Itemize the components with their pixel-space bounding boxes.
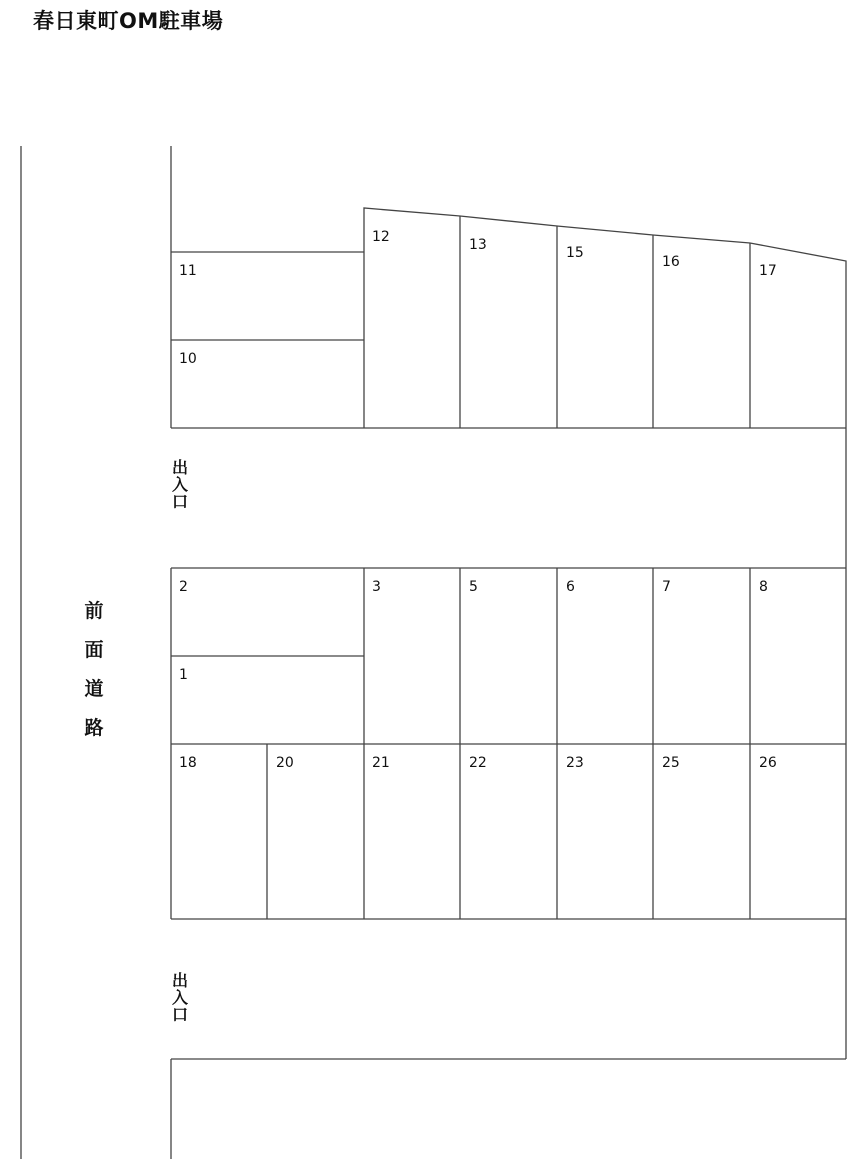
parking-space-18[interactable]: 18 xyxy=(179,755,197,771)
front-road-label: 前 面 道 路 xyxy=(84,600,104,739)
parking-space-21[interactable]: 21 xyxy=(372,755,390,771)
parking-space-11[interactable]: 11 xyxy=(179,263,197,279)
parking-space-6[interactable]: 6 xyxy=(566,579,575,595)
parking-space-25[interactable]: 25 xyxy=(662,755,680,771)
top-block xyxy=(171,208,846,428)
parking-space-20[interactable]: 20 xyxy=(276,755,294,771)
middle-block xyxy=(171,568,846,919)
entrance-label-lower: 出 入 口 xyxy=(171,971,188,1024)
parking-space-5[interactable]: 5 xyxy=(469,579,478,595)
parking-space-8[interactable]: 8 xyxy=(759,579,768,595)
parking-space-7[interactable]: 7 xyxy=(662,579,671,595)
parking-space-12[interactable]: 12 xyxy=(372,229,390,245)
page-title: 春日東町OM駐車場 xyxy=(33,9,224,33)
parking-space-2[interactable]: 2 xyxy=(179,579,188,595)
entrance-label-upper: 出 入 口 xyxy=(171,458,188,511)
parking-space-26[interactable]: 26 xyxy=(759,755,777,771)
parking-space-15[interactable]: 15 xyxy=(566,245,584,261)
parking-space-10[interactable]: 10 xyxy=(179,351,197,367)
parking-space-13[interactable]: 13 xyxy=(469,237,487,253)
parking-space-22[interactable]: 22 xyxy=(469,755,487,771)
parking-space-17[interactable]: 17 xyxy=(759,263,777,279)
parking-space-1[interactable]: 1 xyxy=(179,667,188,683)
parking-space-23[interactable]: 23 xyxy=(566,755,584,771)
parking-space-3[interactable]: 3 xyxy=(372,579,381,595)
parking-space-16[interactable]: 16 xyxy=(662,254,680,270)
